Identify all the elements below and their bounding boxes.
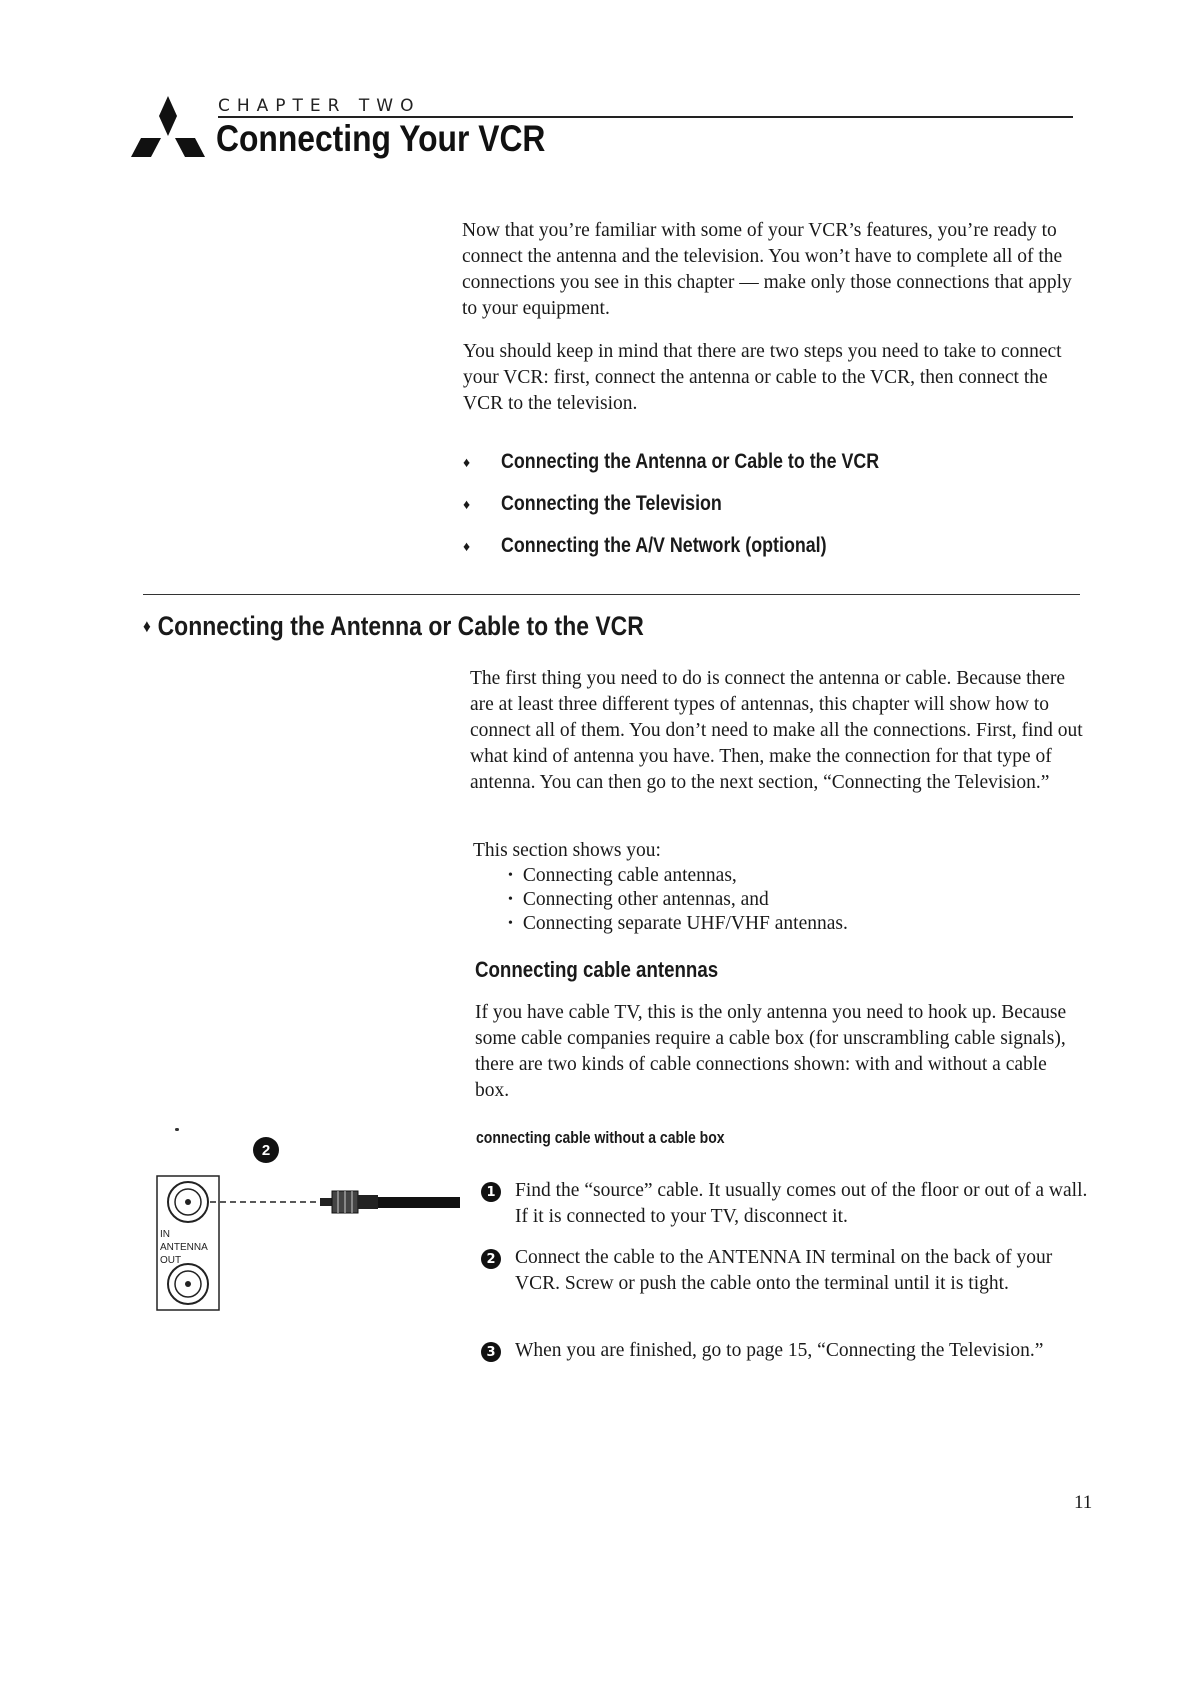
toc-item-label: Connecting the Antenna or Cable to the VCR bbox=[501, 450, 880, 473]
diamond-bullet-icon: ♦ bbox=[143, 616, 151, 636]
step-item bbox=[481, 1338, 1101, 1364]
section-paragraph: The first thing you need to do is connect the antenna or cable. Because there are at least three different types of antennas, this chapter will show how to connect all of them. You don’t need to make all the connections. First, find out what kind of antenna you have. Then, make the connection for that type of antenna. You can then go to the next section, “Connecting the Television.” bbox=[470, 668, 1083, 793]
toc-item bbox=[463, 483, 946, 525]
section-title bbox=[143, 611, 644, 642]
diamond-bullet-icon: ♦ bbox=[463, 538, 471, 554]
toc-item bbox=[463, 525, 946, 567]
toc-item bbox=[463, 441, 946, 483]
toc-item-label: Connecting the Television bbox=[501, 492, 722, 515]
antenna-terminal-diagram bbox=[140, 1136, 460, 1396]
terminal-in-label: IN bbox=[160, 1229, 170, 1240]
print-speck bbox=[175, 1128, 179, 1131]
procedure-title: connecting cable without a cable box bbox=[476, 1129, 725, 1147]
toc-item-label: Connecting the A/V Network (optional) bbox=[501, 534, 827, 557]
chapter-label: CHAPTER TWO bbox=[218, 96, 421, 116]
diamond-bullet-icon: ♦ bbox=[463, 454, 471, 470]
step-text: Connect the cable to the ANTENNA IN terminal on the back of your VCR. Screw or push the cable onto the terminal until it is tight. bbox=[515, 1247, 1053, 1294]
step-text: When you are finished, go to page 15, “Connecting the Television.” bbox=[515, 1340, 1044, 1361]
intro-paragraph-1: Now that you’re familiar with some of your VCR’s features, you’re ready to connect the antenna and the television. You won’t have to complete all of the connections you see in this chapter — make only those connections that apply to your equipment. bbox=[462, 220, 1072, 319]
section-rule bbox=[143, 594, 1080, 595]
step-item bbox=[481, 1178, 1101, 1230]
terminal-antenna-label: ANTENNA bbox=[160, 1242, 208, 1253]
intro-paragraph-2: You should keep in mind that there are two steps you need to take to connect your VCR: first, connect the antenna or cable to the VCR, then connect the VCR to the television. bbox=[463, 341, 1062, 414]
step-number-icon: 1 bbox=[481, 1182, 501, 1202]
shows-list bbox=[508, 864, 848, 936]
subsection-paragraph: If you have cable TV, this is the only antenna you need to hook up. Because some cable companies require a cable box (for unscrambling cable signals), there are two kinds of cable connections shown: with and without a cable box. bbox=[475, 1002, 1067, 1101]
page-number: 11 bbox=[1074, 1492, 1093, 1513]
coax-cable-icon bbox=[320, 1191, 460, 1213]
shows-intro: This section shows you: bbox=[473, 840, 661, 861]
chapter-title: Connecting Your VCR bbox=[216, 118, 546, 159]
terminal-out-label: OUT bbox=[160, 1255, 182, 1266]
list-item: • Connecting cable antennas, bbox=[508, 864, 848, 888]
subsection-title: Connecting cable antennas bbox=[475, 957, 719, 982]
step-marker-label: 2 bbox=[261, 1142, 271, 1159]
step-number-icon: 3 bbox=[481, 1342, 501, 1362]
diamond-bullet-icon: ♦ bbox=[463, 496, 471, 512]
list-item: • Connecting separate UHF/VHF antennas. bbox=[508, 912, 848, 936]
step-number-icon: 2 bbox=[481, 1249, 501, 1269]
step-item bbox=[481, 1245, 1101, 1297]
toc-list bbox=[463, 441, 946, 567]
section-title-text: Connecting the Antenna or Cable to the VCR bbox=[157, 611, 644, 641]
three-diamond-logo-icon bbox=[128, 94, 208, 164]
list-item: • Connecting other antennas, and bbox=[508, 888, 848, 912]
step-text: Find the “source” cable. It usually comes out of the floor or out of a wall. If it is connected to your TV, disconnect it. bbox=[515, 1180, 1088, 1227]
